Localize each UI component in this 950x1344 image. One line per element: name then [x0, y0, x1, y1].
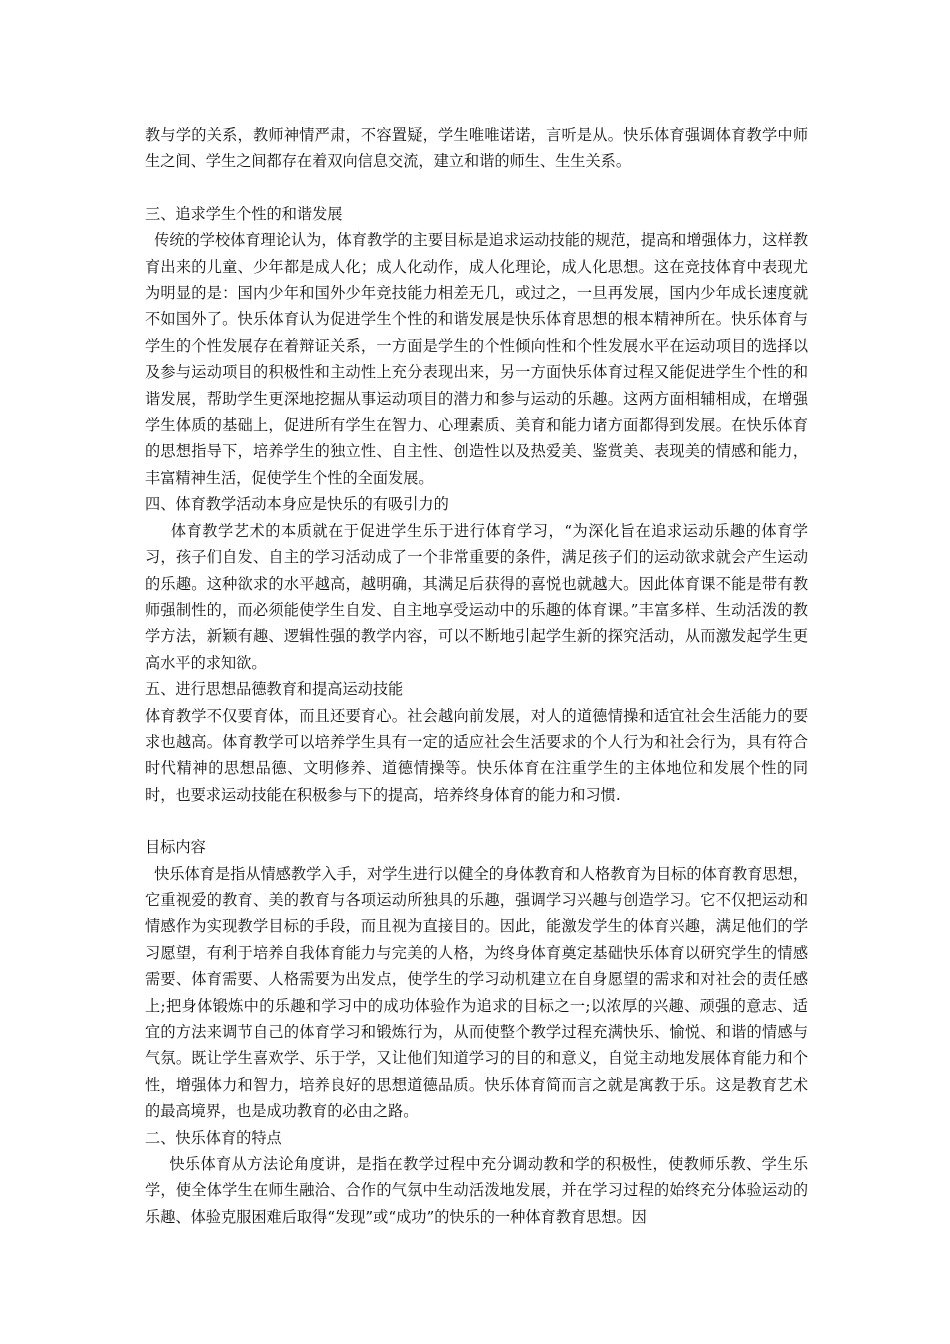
- goals-heading: 目标内容: [145, 838, 206, 857]
- document-page: [145, 122, 808, 1230]
- section5-heading: 五、进行思想品德教育和提高运动技能: [145, 680, 404, 699]
- spacer: [145, 808, 808, 834]
- spacer: [145, 175, 808, 201]
- section4-body: 体育教学艺术的本质就在于促进学生乐于进行体育学习，“为深化旨在追求运动乐趣的体育学习，孩子们自发、自主的学习活动成了一个非常重要的条件，满足孩子们的运动欲求就会产生运动的乐趣。这种欲求的水平越高，越明确，其满足后获得的喜悦也就越大。因此体育课不能是带有教师强制性的，而必须能使学生自发、自主地享受运动中的乐趣的体育课。”丰富多样、生动活泼的教学方法，新颖有趣、逻辑性强的教学内容，可以不断地引起学生新的探究活动，从而激发起学生更高水平的求知欲。: [145, 521, 808, 672]
- section4-heading: 四、体育教学活动本身应是快乐的有吸引力的: [145, 495, 449, 514]
- features-body: 快乐体育从方法论角度讲，是指在教学过程中充分调动教和学的积极性，使教师乐教、学生乐学，使全体学生在师生融洽、合作的气氛中生动活泼地发展，并在学习过程的始终充分体验运动的乐趣、体验克服困难后取得“发现”或“成功”的快乐的一种体育教育思想。因: [145, 1155, 808, 1226]
- goals-body: 快乐体育是指从情感教学入手，对学生进行以健全的身体教育和人格教育为目标的体育教育思想，它重视爱的教育、美的教育与各项运动所独具的乐趣，强调学习兴趣与创造学习。它不仅把运动和情感作为实现教学目标的手段，而且视为直接目的。因此，能激发学生的体育兴趣，满足他们的学习愿望，有利于培养自我体育能力与完美的人格，为终身体育奠定基础快乐体育以研究学生的情感需要、体育需要、人格需要为出发点，使学生的学习动机建立在自身愿望的需求和对社会的责任感上;把身体锻炼中的乐趣和学习中的成功体验作为追求的目标之一;以浓厚的兴趣、顽强的意志、适宜的方法来调节自己的体育学习和锻炼行为，从而使整个教学过程充满快乐、愉悦、和谐的情感与气氛。既让学生喜欢学、乐于学，又让他们知道学习的目的和意义，自觉主动地发展体育能力和个性，增强体力和智力，培养良好的思想道德品质。快乐体育简而言之就是寓教于乐。这是教育艺术的最高境界，也是成功教育的必由之路。: [145, 864, 808, 1121]
- section3-body: 传统的学校体育理论认为，体育教学的主要目标是追求运动技能的规范，提高和增强体力，这样教育出来的儿童、少年都是成人化；成人化动作，成人化理论，成人化思想。这在竞技体育中表现尤为明显的是：国内少年和国外少年竞技能力相差无几，或过之，一旦再发展，国内少年成长速度就不如国外了。快乐体育认为促进学生个性的和谐发展是快乐体育思想的根本精神所在。快乐体育与学生的个性发展存在着辩证关系，一方面是学生的个性倾向性和个性发展水平在运动项目的选择以及参与运动项目的积极性和主动性上充分表现出来，另一方面快乐体育过程又能促进学生个性的和谐发展，帮助学生更深地挖掘从事运动项目的潜力和参与运动的乐趣。这两方面相辅相成，在增强学生体质的基础上，促进所有学生在智力、心理素质、美育和能力诸方面都得到发展。在快乐体育的思想指导下，培养学生的独立性、自主性、创造性以及热爱美、鉴赏美、表现美的情感和能力，丰富精神生活，促使学生个性的全面发展。: [145, 231, 808, 487]
- section5-body: 体育教学不仅要育体，而且还要育心。社会越向前发展，对人的道德情操和适宜社会生活能力的要求也越高。体育教学可以培养学生具有一定的适应社会生活要求的个人行为和社会行为，具有符合时代精神的思想品德、文明修养、道德情操等。快乐体育在注重学生的主体地位和发展个性的同时，也要求运动技能在积极参与下的提高，培养终身体育的能力和习惯.: [145, 706, 808, 804]
- intro-paragraph: 教与学的关系，教师神情严肃，不容置疑，学生唯唯诺诺，言听是从。快乐体育强调体育教学中师生之间、学生之间都存在着双向信息交流，建立和谐的师生、生生关系。: [145, 126, 808, 171]
- section3-heading: 三、追求学生个性的和谐发展: [145, 204, 343, 223]
- features-heading: 二、快乐体育的特点: [145, 1128, 282, 1147]
